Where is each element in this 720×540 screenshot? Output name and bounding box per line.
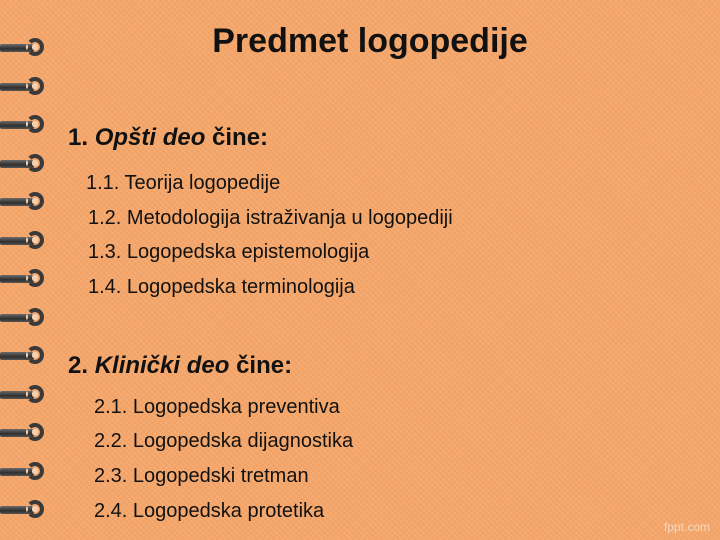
spiral-binding — [0, 30, 60, 530]
binding-ring-icon — [0, 346, 52, 366]
binding-ring-icon — [0, 38, 52, 58]
list-item: 2.2. Logopedska dijagnostika — [94, 430, 354, 452]
section-name: Klinički deo — [94, 352, 230, 379]
binding-ring-icon — [0, 115, 52, 135]
section-number: 2. — [68, 352, 89, 379]
binding-ring-icon — [0, 423, 52, 443]
binding-ring-icon — [0, 231, 52, 251]
list-item: 2.3. Logopedski tretman — [94, 465, 309, 487]
list-item: 1.2. Metodologija istraživanja u logopediji — [88, 207, 453, 229]
section-number: 1. — [68, 124, 89, 151]
binding-ring-icon — [0, 77, 52, 97]
list-item: 1.1. Teorija logopedije — [86, 172, 281, 194]
binding-ring-icon — [0, 385, 52, 405]
slide-title: Predmet logopedije — [212, 22, 528, 60]
binding-ring-icon — [0, 462, 52, 482]
section-suffix: čine: — [212, 124, 269, 151]
binding-ring-icon — [0, 269, 52, 289]
section-name: Opšti deo — [94, 124, 206, 151]
binding-ring-icon — [0, 192, 52, 212]
section-suffix: čine: — [236, 352, 293, 379]
binding-ring-icon — [0, 500, 52, 520]
section-heading-1 — [68, 124, 268, 152]
section-heading-2 — [68, 352, 292, 380]
watermark: fppt.com — [663, 520, 710, 534]
list-item: 2.4. Logopedska protetika — [94, 500, 325, 522]
list-item: 2.1. Logopedska preventiva — [94, 396, 340, 418]
list-item: 1.3. Logopedska epistemologija — [88, 241, 370, 263]
binding-ring-icon — [0, 308, 52, 328]
binding-ring-icon — [0, 154, 52, 174]
list-item: 1.4. Logopedska terminologija — [88, 276, 355, 298]
